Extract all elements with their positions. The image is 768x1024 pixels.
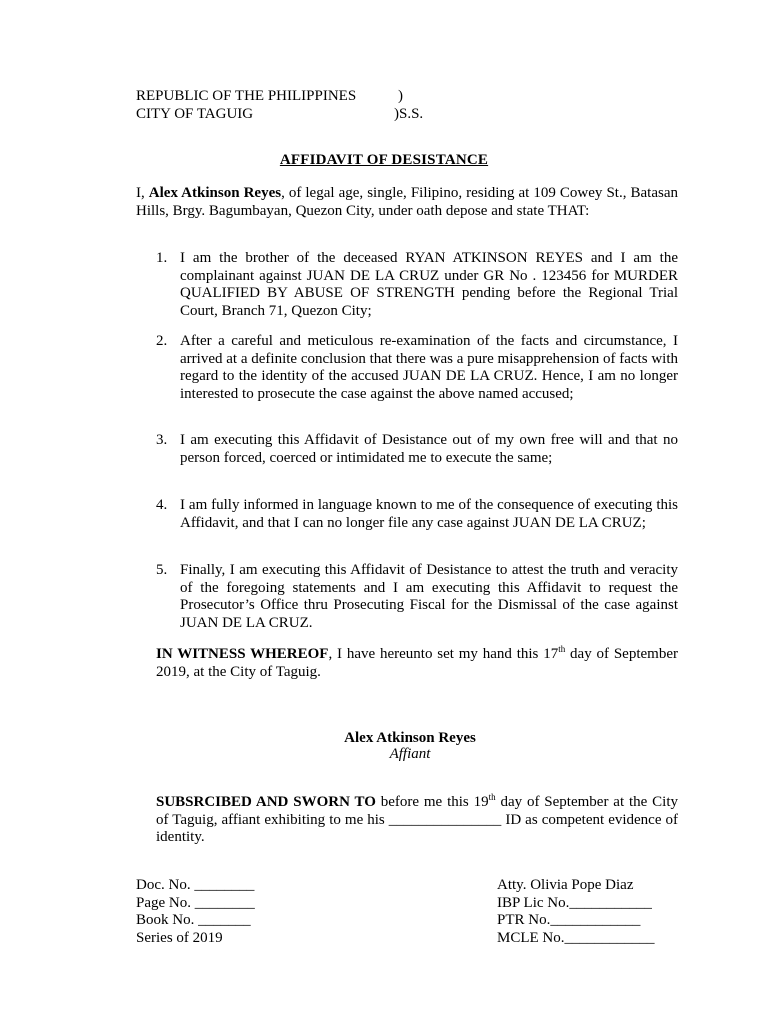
venue-ss: )S.S.	[394, 106, 424, 122]
ibp-lic-no: IBP Lic No.___________	[497, 894, 652, 911]
document-title-text: AFFIDAVIT OF DESISTANCE	[279, 152, 489, 168]
item-text: After a careful and meticulous re-examination of the facts and circumstance, I arrived at a definite conclusion that there was a pure misapprehension of facts with regard to the identity of the accused JUAN DE LA CRUZ. Hence, I am no longer interested to prosecute the case against the above named accused;	[180, 333, 678, 402]
witness-text-b: day of September 2019, at the City of Taguig.	[156, 646, 678, 680]
ptr-no: PTR No.____________	[497, 912, 641, 928]
witness-lead: IN WITNESS WHEREOF	[156, 646, 329, 662]
id-blank: _______________	[388, 811, 502, 828]
venue-line-city	[136, 106, 424, 124]
notarial-register	[136, 877, 336, 947]
jurat-ordinal: th	[488, 792, 496, 802]
jurat-text-c: ID as competent evidence of identity.	[156, 811, 679, 845]
item-text: I am the brother of the deceased RYAN ATKINSON REYES and I am the complainant against JUAN DE LA CRUZ under GR No . 123456 for MURDER QUALIFIED BY ABUSE OF STRENGTH pending before the Regional Trial Court, Branch 71, Quezon City;	[180, 250, 678, 319]
affiant-signature-name: Alex Atkinson Reyes	[344, 730, 476, 746]
intro-paragraph	[136, 185, 678, 220]
jurat-text-a: before me this 19	[375, 794, 489, 810]
item-number: 2.	[156, 333, 168, 349]
item-number: 5.	[156, 562, 168, 578]
item-text: Finally, I am executing this Affidavit of Desistance to attest the truth and veracity of the foregoing statements and I am executing this Affidavit to request the Prosecutor’s Office thru Prosecuting Fiscal for the Dismissal of the case against JUAN DE LA CRUZ.	[180, 562, 678, 631]
jurat-paragraph	[156, 794, 678, 847]
document-title	[0, 152, 768, 169]
notary-name: Atty. Olivia Pope Diaz	[497, 877, 634, 893]
jurat-text-b: day of September at the City of Taguig, affiant exhibiting to me his	[156, 794, 678, 828]
mcle-no: MCLE No.____________	[497, 929, 655, 946]
item-text: I am fully informed in language known to me of the consequence of executing this Affidavit, and that I can no longer file any case against JUAN DE LA CRUZ;	[180, 497, 678, 531]
item-number: 3.	[156, 432, 168, 448]
witness-ordinal: th	[558, 644, 566, 654]
affiant-role: Affiant	[389, 746, 431, 762]
venue-bracket: )	[398, 88, 403, 104]
item-number: 1.	[156, 250, 168, 266]
intro-prefix: I,	[136, 185, 149, 201]
intro-text: , of legal age, single, Filipino, residing at 109 Cowey St., Batasan Hills, Brgy. Bagumbayan, Quezon City, under oath depose and state THAT:	[136, 185, 678, 219]
book-no: Book No. _______	[136, 912, 251, 928]
doc-no: Doc. No. ________	[136, 877, 255, 893]
venue-city: CITY OF TAGUIG	[136, 106, 254, 122]
venue-country: REPUBLIC OF THE PHILIPPINES	[136, 88, 357, 104]
affiant-name-inline: Alex Atkinson Reyes	[148, 185, 282, 201]
item-text: I am executing this Affidavit of Desistance out of my own free will and that no person forced, coerced or intimidated me to execute the same;	[180, 432, 678, 466]
notary-block	[497, 877, 697, 947]
venue-line-republic	[136, 88, 403, 106]
series: Series of 2019	[136, 929, 223, 946]
witness-paragraph	[156, 646, 678, 681]
item-number: 4.	[156, 497, 168, 513]
jurat-lead: SUBSRCIBED AND SWORN TO	[156, 794, 376, 810]
page-no: Page No. ________	[136, 894, 255, 911]
witness-text-a: , I have hereunto set my hand this 17	[328, 646, 559, 662]
